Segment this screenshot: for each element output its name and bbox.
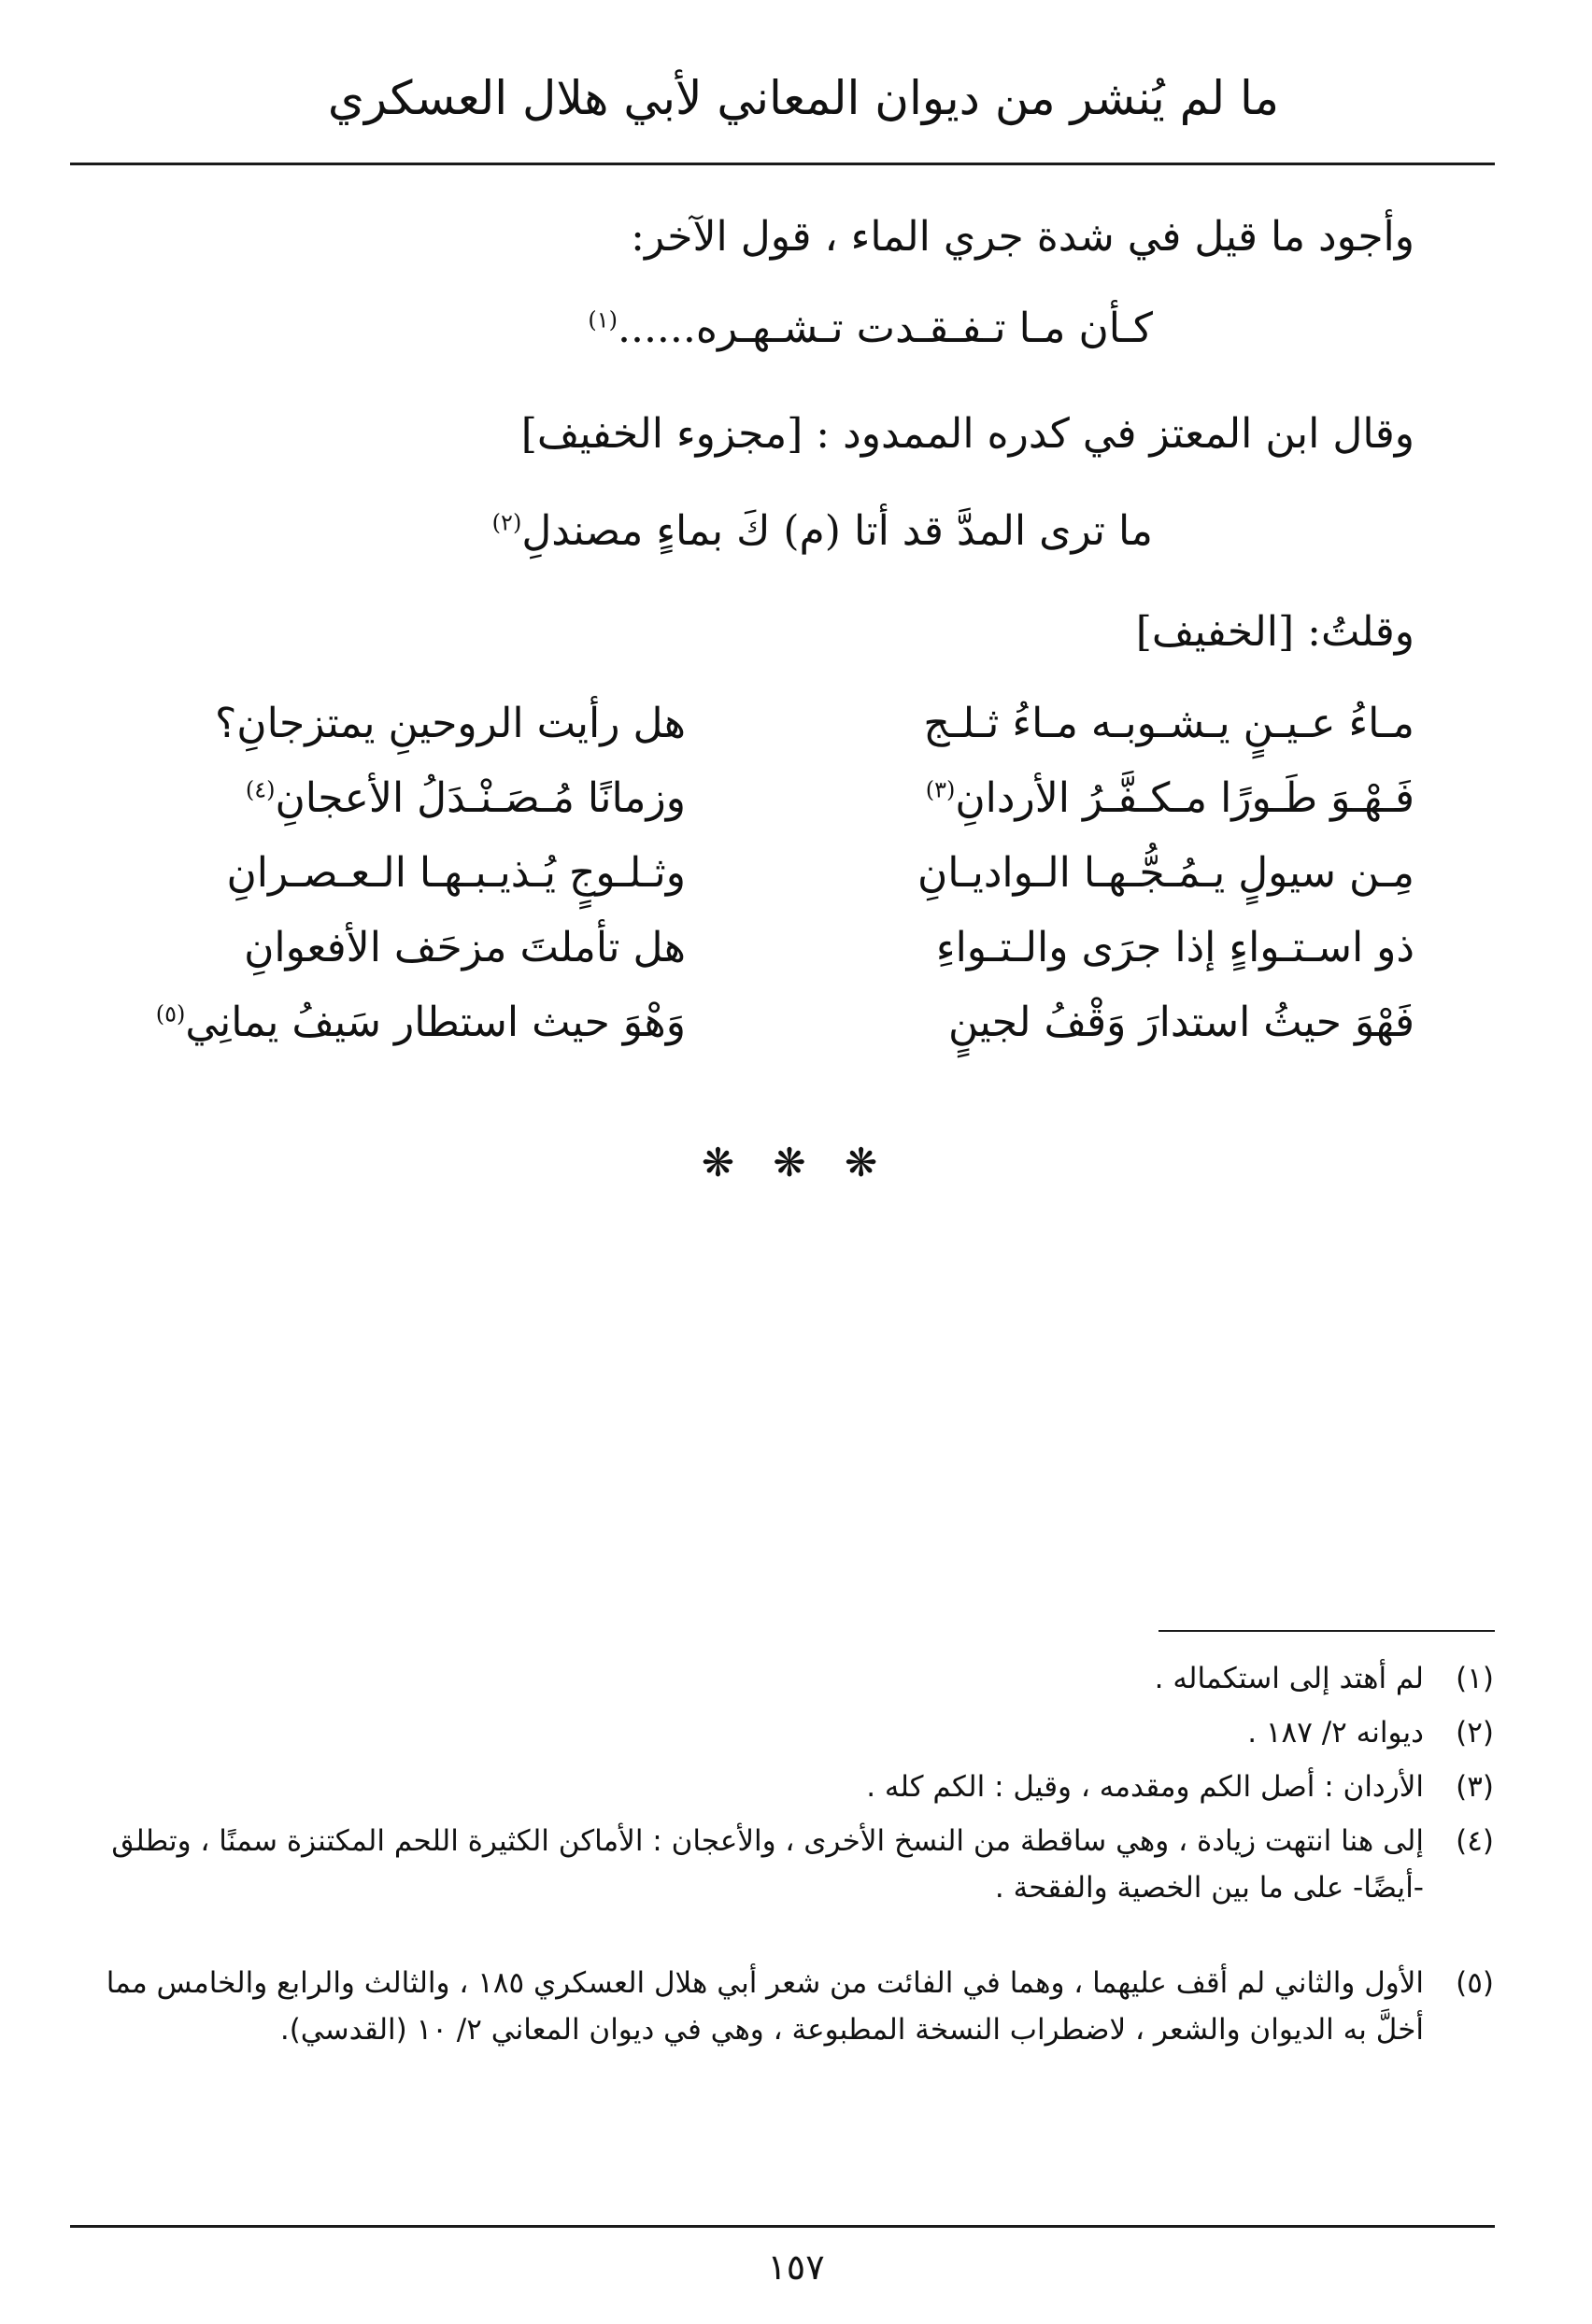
footnote-rule (1158, 1630, 1495, 1632)
hemistich-left: وزمانًا مُـصَـنْـدَلُ الأعجانِ$^{(٤)}$ (245, 774, 686, 822)
footnote-number: (٤) (1456, 1824, 1494, 1858)
footnote-4 (74, 1818, 1494, 1911)
section-separator: ❋ ❋ ❋ (701, 1140, 891, 1185)
poem (32, 687, 1414, 1060)
footnote-ref-4: (٤) (245, 776, 276, 803)
line-2: وقال ابن المعتز في كدره الممدود : [مجزوء الخفيف] (520, 410, 1414, 458)
footnote-5 (74, 1960, 1494, 2053)
hemistich-left: هل تأملتَ مزحَف الأفعوانِ (244, 924, 686, 971)
hemistich-left: وثـلـوجٍ يُـذيـبـهـا الـعـصـرانِ (226, 849, 686, 897)
footnote-text: لم أهتد إلى استكماله . (1154, 1662, 1424, 1695)
footnote-text: الأردان : أصل الكم ومقدمه ، وقيل : الكم كله . (866, 1770, 1424, 1804)
line-3: وقلتُ: [الخفيف] (1135, 608, 1414, 656)
footnote-number: (٢) (1456, 1716, 1494, 1750)
poem-verse (32, 985, 1414, 1060)
poem-verse (32, 911, 1414, 985)
poem-verse (32, 687, 1414, 761)
footnote-ref-3: (٣) (925, 776, 956, 803)
footnote-text: ديوانه ٢/ ١٨٧ . (1247, 1716, 1424, 1750)
footnote-3 (74, 1764, 1494, 1810)
verse-2 (492, 502, 1153, 561)
page-header-title: ما لم يُنشر من ديوان المعاني لأبي هلال العسكري (327, 71, 1280, 125)
footnote-2 (74, 1709, 1494, 1756)
header-rule (70, 163, 1495, 165)
hemistich-left: هل رأيت الروحينِ يمتزجانِ؟ (214, 700, 686, 747)
footnote-number: (٥) (1456, 1966, 1494, 2000)
intro-line: وأجود ما قيل في شدة جري الماء ، قول الآخر: (631, 213, 1414, 261)
poem-verse (32, 761, 1414, 836)
hemistich-right: فَـهْـوَ طَـورًا مـكـفَّـرُ الأردانِ$^{(٣)}$ (925, 774, 1414, 822)
hemistich-left: وَهْوَ حيث استطار سَيفُ يمانِي$^{(٥)}$ (155, 999, 686, 1046)
verse-2-text: ما ترى المدَّ قد أتا (م) كَ بماءٍ مصندلِ (521, 507, 1153, 555)
footnote-number: (٣) (1456, 1770, 1494, 1804)
footnote-ref-1: (١) (588, 306, 618, 333)
verse-1-text: كـأن مـا تـفـقـدت تـشـهـره...... (617, 305, 1153, 352)
footnote-text: الأول والثاني لم أقف عليهما ، وهما في الفائت من شعر أبي هلال العسكري ١٨٥ ، والثالث والرابع والخامس مما أخلَّ به الديوان والشعر ، لاضطراب النسخة المطبوعة ، وهي في ديوان المعاني ٢/ ١٠ (القدسي). (106, 1966, 1424, 2047)
footnote-ref-2: (٢) (491, 509, 522, 536)
poem-verse (32, 836, 1414, 911)
footnote-ref-5: (٥) (155, 1000, 186, 1027)
hemistich-right: ذو اسـتـواءٍ إذا جرَى والـتـواءِ (935, 924, 1414, 971)
hemistich-right: فَهْوَ حيثُ استدارَ وَقْفُ لجينٍ (947, 999, 1414, 1046)
hemistich-right: مِـن سيولٍ يـمُـجُّـهـا الـواديـانِ (917, 849, 1414, 897)
footnote-number: (١) (1456, 1662, 1494, 1695)
footnote-1 (74, 1655, 1494, 1702)
page-number: ١٥٧ (767, 2246, 825, 2288)
verse-1 (588, 299, 1153, 359)
hemistich-right: مـاءُ عـيـنٍ يـشـوبـه مـاءُ ثـلـج (923, 700, 1414, 747)
bottom-rule (70, 2225, 1495, 2228)
footnote-text: إلى هنا انتهت زيادة ، وهي ساقطة من النسخ الأخرى ، والأعجان : الأماكن الكثيرة اللحم المكتنزة سمنًا ، وتطلق -أيضًا- على ما بين الخصية والفقحة . (111, 1824, 1424, 1905)
